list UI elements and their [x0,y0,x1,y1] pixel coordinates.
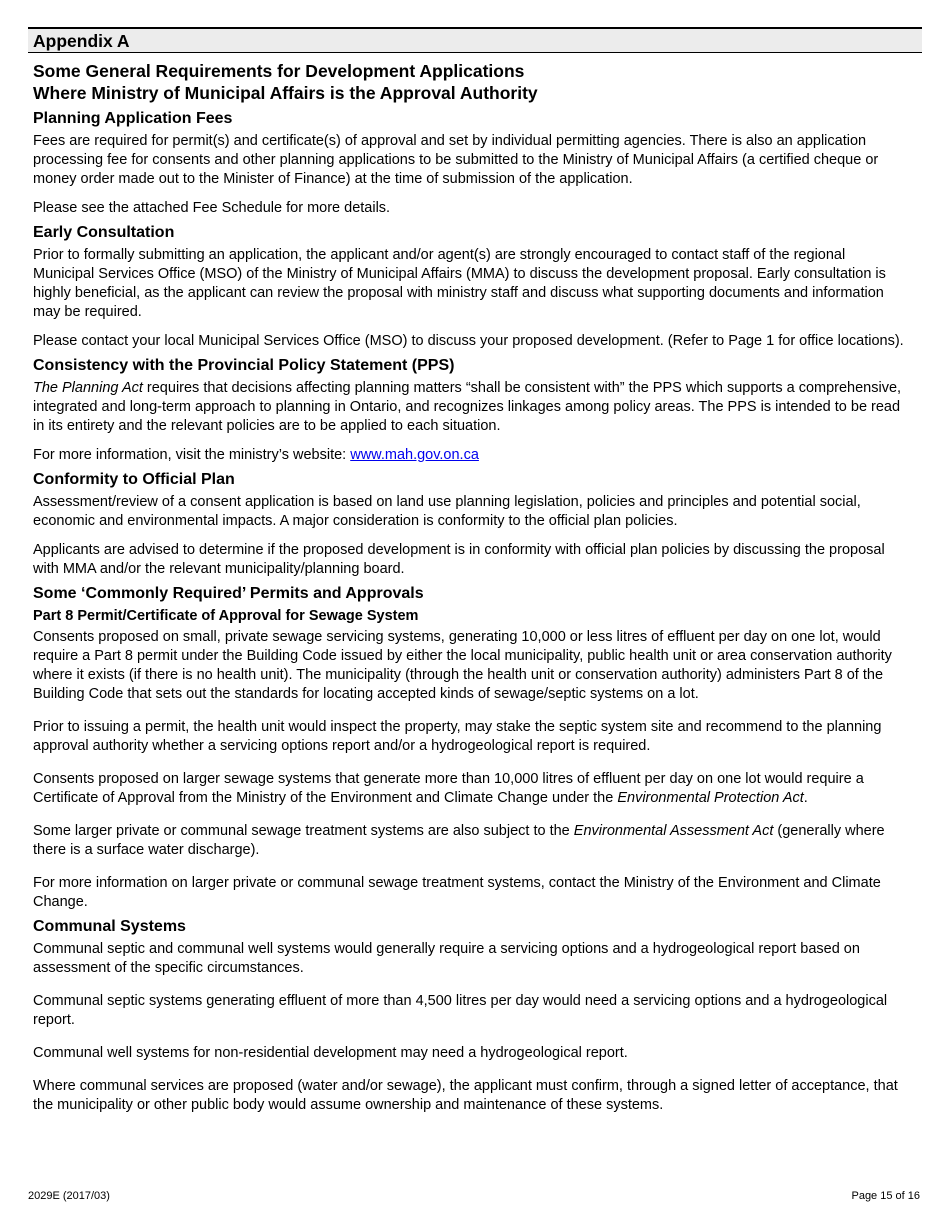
appendix-header-bar [28,27,922,53]
conformity-heading: Conformity to Official Plan [33,471,235,488]
fees-paragraph-1: Fees are required for permit(s) and certificate(s) of approval and set by individual permitting agencies. There is also an application processing fee for consents and other planning applications to be submitted to the Ministry of Municipal Affairs (a certified cheque or money order made out to the Minister of Finance) at the time of submission of the application. [33,133,879,187]
fees-paragraph-2: Please see the attached Fee Schedule for more details. [33,200,391,216]
ministry-website-link[interactable]: www.mah.gov.on.ca [350,447,479,463]
permits-paragraph-4 [33,822,905,860]
environmental-assessment-act-title: Environmental Assessment Act [573,823,774,839]
communal-heading: Communal Systems [33,918,186,935]
pps-heading: Consistency with the Provincial Policy Statement (PPS) [33,357,455,374]
permits-paragraph-2: Prior to issuing a permit, the health unit would inspect the property, may stake the septic system site and recommend to the planning approval authority whether a servicing options report and/or a hydrogeological report is required. [33,719,882,754]
page-number: Page 15 of 16 [851,1190,920,1202]
permits-paragraph-3 [33,770,905,808]
consultation-heading: Early Consultation [33,224,175,241]
pps-paragraph-1 [33,379,905,436]
permits-paragraph-1: Consents proposed on small, private sewage servicing systems, generating 10,000 or less litres of effluent per day on one lot, would require a Part 8 permit under the Building Code issued by either the local municipality, public health unit or area conservation authority where it exists (if there is no health unit). The municipality (through the health unit or conservation authority) administers Part 8 of the Building Code that sets out the standards for locating accepted kinds of sewage/septic systems on a lot. [33,629,892,702]
planning-act-title: The Planning Act [33,380,143,396]
communal-paragraph-4: Where communal services are proposed (water and/or sewage), the applicant must confirm, through a signed letter of acceptance, that the municipality or other public body would assume ownership and maintenance of these systems. [33,1078,898,1113]
pps-website-prefix: For more information, visit the ministry’s website: [33,447,351,463]
permits-paragraph-4-text: Some larger private or communal sewage treatment systems are also subject to the [33,823,574,839]
communal-paragraph-1: Communal septic and communal well systems would generally require a servicing options and a hydrogeological report based on assessment of the specific circumstances. [33,941,860,976]
conformity-paragraph-1: Assessment/review of a consent application is based on land use planning legislation, policies and principles and potential social, economic and environmental impacts. A major consideration is conformity to the official plan policies. [33,494,861,529]
appendix-label: Appendix A [33,31,130,51]
pps-paragraph-1-text: requires that decisions affecting planning matters “shall be consistent with” the PPS which supports a comprehensive, integrated and long-term approach to planning in Ontario, and recognizes linkages among policy areas. The PPS is intended to be read in its entirety and the relevant policies are to be applied to each situation. [33,380,902,434]
communal-paragraph-2: Communal septic systems generating effluent of more than 4,500 litres per day would need a servicing options and a hydrogeological report. [33,993,888,1028]
permits-paragraph-4-end: (generally where there is a surface water discharge). [33,823,885,858]
title-line-2: Where Ministry of Municipal Affairs is the Approval Authority [33,83,538,103]
permits-paragraph-3-text: Consents proposed on larger sewage systems that generate more than 10,000 litres of effluent per day on one lot would require a Certificate of Approval from the Ministry of the Environment and Climate Change under the [33,771,864,806]
communal-paragraph-3: Communal well systems for non-residential development may need a hydrogeological report. [33,1045,628,1061]
document-title [33,60,905,104]
title-line-1: Some General Requirements for Development Applications [33,61,525,81]
form-number: 2029E (2017/03) [28,1190,110,1202]
permits-heading: Some ‘Commonly Required’ Permits and Approvals [33,585,424,602]
document-body [33,60,905,1125]
consultation-paragraph-2: Please contact your local Municipal Services Office (MSO) to discuss your proposed development. (Refer to Page 1 for office locations). [33,333,904,349]
conformity-paragraph-2: Applicants are advised to determine if the proposed development is in conformity with official plan policies by discussing the proposal with MMA and/or the relevant municipality/planning board. [33,542,885,577]
pps-paragraph-2 [33,446,905,465]
sewage-permit-subheading: Part 8 Permit/Certificate of Approval for Sewage System [33,608,419,624]
consultation-paragraph-1: Prior to formally submitting an application, the applicant and/or agent(s) are strongly encouraged to contact staff of the regional Municipal Services Office (MSO) of the Ministry of Municipal Affairs (MMA) to discuss the development proposal. Early consultation is highly beneficial, as the applicant can review the proposal with ministry staff and discuss what supporting documents and information may be required. [33,247,886,320]
fees-heading: Planning Application Fees [33,110,233,127]
permits-paragraph-5: For more information on larger private or communal sewage treatment systems, contact the Ministry of the Environment and Climate Change. [33,875,881,910]
environmental-protection-act-title: Environmental Protection Act [617,790,804,806]
permits-paragraph-3-end: . [803,790,808,806]
